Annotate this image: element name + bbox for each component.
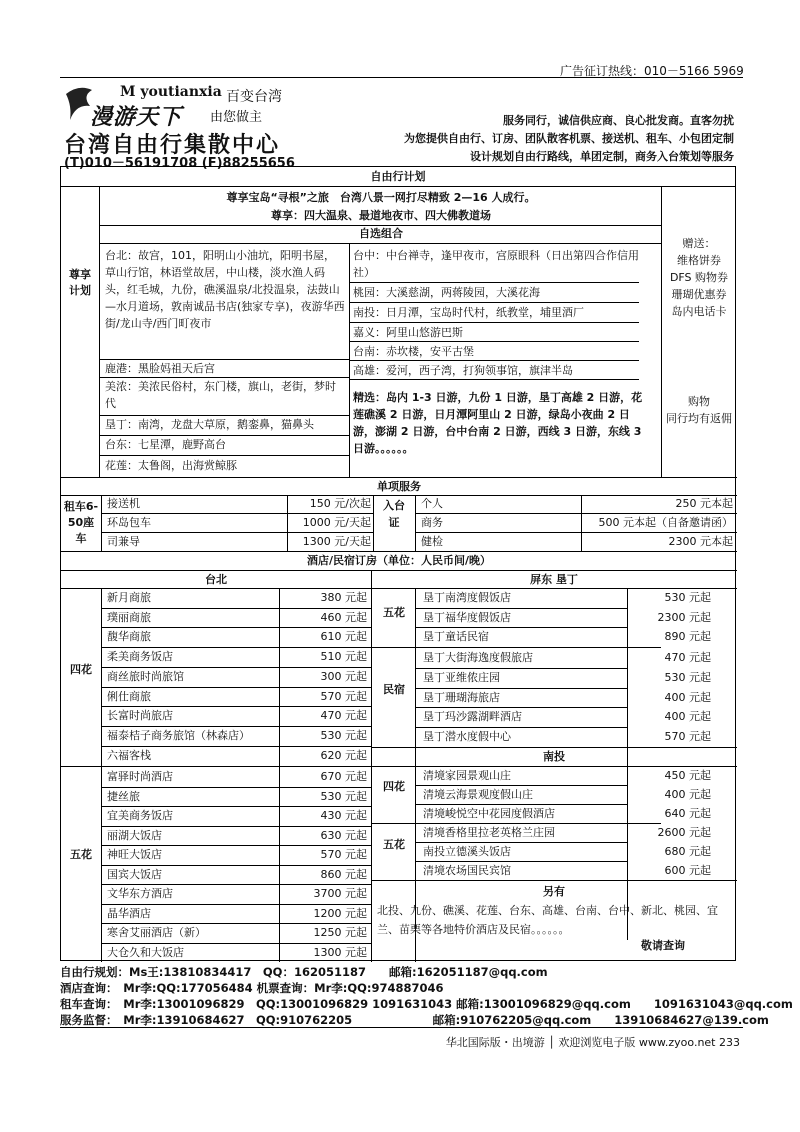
visa-business-price: 500 元本起（自备邀请函） [598, 516, 733, 529]
itinerary-chiayi: 嘉义：阿里山悠游巴斯 [353, 326, 463, 339]
visa-label: 入台证 [383, 499, 405, 529]
other-hotels-query: 敬请查询 [641, 939, 685, 952]
rent-round-island: 环岛包车 [107, 516, 151, 529]
pd5-hotel-price: 890 元起 [664, 630, 711, 644]
nt5-hotel-name: 南投立德溪头饭店 [423, 845, 511, 858]
pd5-hotel-name: 垦丁福华度假饭店 [423, 610, 511, 624]
contact-rent: 租车查询： Mr李:13001096829 QQ:13001096829 1091631043 邮箱:13001096829@qq.com 1091631043@qq.com [60, 997, 793, 1011]
visa-personal-price: 250 元本起 [675, 497, 733, 510]
phone-fax: (T)010－56191708 (F)88255656 [64, 156, 295, 171]
itinerary-hualien: 花莲：太鲁阁，出海赏鲸豚 [105, 459, 237, 472]
brand-title: 台湾自由行集散中心 [64, 133, 281, 158]
tp4-hotel-name: 福泰桔子商务旅馆（林森店） [107, 728, 250, 742]
contact-plan: 自由行规划：Ms王:13810834417 QQ：162051187 邮箱:162051187@qq.com [60, 965, 548, 979]
tp5-hotel-name: 宜美商务饭店 [107, 809, 173, 822]
main-table [60, 166, 736, 961]
pingdong-five-star-label: 五花 [383, 606, 405, 619]
free-plan-headline: 尊享宝岛“寻根”之旅 台湾八景一网打尽精致 2—16 人成行。 [226, 191, 536, 204]
tp4-hotel-name: 长富时尚旅店 [107, 709, 173, 723]
logo-english: M youtianxia [120, 84, 222, 100]
nt5-hotel-price: 680 元起 [664, 845, 711, 858]
other-hotels-title: 另有 [543, 885, 565, 898]
tp5-hotel-name: 捷丝旅 [107, 789, 140, 803]
nt5-hotel-price: 2600 元起 [657, 826, 711, 839]
itinerary-lukang: 鹿港：黑脸妈祖天后宫 [105, 362, 215, 375]
itinerary-taipei: 台北：故宫，101，阳明山小油坑，阳明书屋，草山行馆，林语堂故居，中山楼，淡水渔人码头，红毛城，九份，礁溪温泉/北投温泉，法鼓山—水月道场，敦南诚品书店(独家专享)，夜游华西街/龙山寺/西门町夜市 [105, 249, 345, 330]
tp4-hotel-price: 610 元起 [320, 630, 367, 644]
pdb-hotel-price: 400 元起 [664, 690, 711, 704]
nt5-hotel-name: 清境香格里拉老英格兰庄园 [423, 826, 555, 839]
ad-hotline: 广告征订热线：010－5166 5969 [560, 64, 744, 78]
pdb-hotel-name: 垦丁潜水度假中心 [423, 730, 511, 744]
nantou-five-star-label: 五花 [383, 838, 405, 851]
pdb-hotel-price: 470 元起 [664, 651, 711, 664]
tp4-hotel-price: 300 元起 [320, 669, 367, 683]
taipei-five-star-label: 五花 [70, 848, 92, 861]
pingdong-bnb-label: 民宿 [383, 683, 405, 696]
itinerary-selected: 精选：岛内 1-3 日游，九份 1 日游，垦丁高雄 2 日游，花莲礁溪 2 日游，日月潭阿里山 2 日游，绿岛小夜曲 2 日游，澎湖 2 日游，台中台南 2 日游，西线 3 日游，东线 3 日游。。。。。。 [353, 391, 643, 455]
region-pingdong: 屏东 垦丁 [530, 573, 578, 586]
contact-supervise: 服务监督： Mr李:13910684627 QQ:910762205 邮箱:910762205@qq.com 13910684627@139.com [60, 1013, 769, 1027]
tp4-hotel-price: 470 元起 [320, 709, 367, 723]
slogan-2: 为您提供自由行、订房、团队散客机票、接送机、租车、小包团定制 [404, 132, 734, 145]
pdb-hotel-name: 垦丁大街海逸度假旅店 [423, 651, 533, 664]
tp5-hotel-name: 富驿时尚酒店 [107, 770, 173, 783]
tp5-hotel-price: 630 元起 [320, 828, 367, 842]
pdb-hotel-name: 垦丁玛沙露湖畔酒店 [423, 710, 522, 724]
itinerary-kenting: 垦丁：南湾，龙盘大草原，鹅銮鼻，猫鼻头 [105, 418, 314, 431]
nt4-hotel-price: 640 元起 [664, 807, 711, 820]
pdb-hotel-price: 400 元起 [664, 710, 711, 724]
itinerary-nantou: 南投：日月潭，宝岛时代村，纸教堂，埔里酒厂 [353, 306, 584, 319]
tp4-hotel-name: 璞丽商旅 [107, 610, 151, 624]
itinerary-tainan: 台南：赤坎楼，安平古堡 [353, 345, 474, 358]
tp5-hotel-price: 860 元起 [320, 867, 367, 881]
visa-health-price: 2300 元本起 [668, 535, 733, 548]
nt5-hotel-price: 600 元起 [664, 864, 711, 877]
nt4-hotel-price: 400 元起 [664, 788, 711, 801]
page-footer: 华北国际版・出境游 │ 欢迎浏览电子版 www.zyoo.net 233 [445, 1036, 740, 1049]
tp5-hotel-price: 670 元起 [320, 770, 367, 783]
hotel-title: 酒店/民宿订房（单位：人民币间/晚） [306, 554, 492, 567]
tp4-hotel-price: 620 元起 [320, 748, 367, 762]
free-plan-side-label: 尊享计划 [69, 268, 91, 297]
tp5-hotel-price: 3700 元起 [313, 887, 367, 900]
itinerary-meinong: 美浓：美浓民俗村，东门楼，旗山，老街，梦时代 [105, 380, 336, 410]
region-nantou: 南投 [543, 750, 565, 763]
bottom-divider [60, 1027, 743, 1028]
tp5-hotel-name: 寒舍艾丽酒店（新） [107, 926, 206, 939]
itinerary-taoyuan: 桃园：大溪慈湖，两蒋陵园，大溪花海 [353, 286, 540, 299]
shopping-rebate: 购物 同行均有返佣 [666, 395, 732, 425]
taipei-four-star-label: 四花 [70, 663, 92, 676]
visa-business: 商务 [421, 516, 443, 529]
pd5-hotel-price: 2300 元起 [657, 610, 711, 624]
gifts-list: 赠送： 维格饼券 DFS 购物券 珊瑚优惠券 岛内电话卡 [669, 237, 729, 318]
tp5-hotel-name: 国宾大饭店 [107, 867, 162, 881]
pd5-hotel-price: 530 元起 [664, 591, 711, 604]
rent-round-island-price: 1000 元/天起 [302, 516, 371, 529]
free-plan-title: 自由行计划 [61, 167, 735, 187]
tp4-hotel-price: 510 元起 [320, 650, 367, 664]
itinerary-taichung: 台中：中台禅寺，逢甲夜市，宫原眼科（日出第四合作信用社） [353, 249, 639, 279]
tp4-hotel-name: 新月商旅 [107, 591, 151, 604]
tp5-hotel-price: 1300 元起 [313, 945, 367, 959]
tp4-hotel-name: 六福客栈 [107, 748, 151, 762]
tp5-hotel-name: 丽湖大饭店 [107, 828, 162, 842]
visa-health: 健检 [421, 535, 443, 548]
pd5-hotel-name: 垦丁童话民宿 [423, 630, 489, 644]
tp4-hotel-price: 380 元起 [320, 591, 367, 604]
logo-tagline-2: 由您做主 [210, 110, 263, 125]
nt4-hotel-name: 清境家园景观山庄 [423, 769, 511, 782]
tp5-hotel-price: 1200 元起 [313, 906, 367, 920]
tp5-hotel-name: 神旺大饭店 [107, 848, 162, 861]
tp5-hotel-price: 430 元起 [320, 809, 367, 822]
single-service-title: 单项服务 [377, 480, 421, 493]
free-plan-subhead: 尊享：四大温泉、最道地夜市、四大佛教道场 [271, 209, 491, 222]
tp5-hotel-price: 530 元起 [320, 789, 367, 803]
tp4-hotel-price: 460 元起 [320, 610, 367, 624]
tp4-hotel-price: 530 元起 [320, 728, 367, 742]
tp5-hotel-name: 晶华酒店 [107, 906, 151, 920]
nt5-hotel-name: 清境农场国民宾馆 [423, 864, 511, 877]
tp4-hotel-name: 馥华商旅 [107, 630, 151, 644]
tp5-hotel-name: 文华东方酒店 [107, 887, 173, 900]
rent-car-label: 租车6-50座车 [63, 500, 99, 545]
pdb-hotel-name: 垦丁亚维侬庄园 [423, 670, 500, 684]
pdb-hotel-name: 垦丁珊瑚海旅店 [423, 690, 500, 704]
pdb-hotel-price: 570 元起 [664, 730, 711, 744]
logo-chinese: 漫游天下 [90, 105, 183, 130]
tp5-hotel-price: 1250 元起 [313, 926, 367, 939]
rent-driver-guide: 司兼导 [107, 535, 140, 548]
rent-airport: 接送机 [107, 497, 140, 510]
contact-hotel: 酒店查询： Mr李:QQ:177056484 机票查询：Mr李:QQ:974887046 [60, 981, 444, 995]
itinerary-kaohsiung: 高雄：爱河，西子湾，打狗领事馆，旗津半岛 [353, 364, 573, 377]
region-taipei: 台北 [205, 573, 227, 586]
nantou-four-star-label: 四花 [383, 780, 405, 793]
other-hotels-text: 北投、九份、礁溪、花莲、台东、高雄、台南、台中、新北、桃园、宜兰、苗栗等各地特价酒店及民宿。。。。。。 [377, 904, 718, 936]
slogan-3: 设计规划自由行路线，单团定制，商务入台策划等服务 [470, 150, 734, 163]
tp4-hotel-price: 570 元起 [320, 689, 367, 703]
pd5-hotel-name: 垦丁南湾度假饭店 [423, 591, 511, 604]
visa-personal: 个人 [421, 497, 443, 510]
itinerary-taitung: 台东：七星潭，鹿野高台 [105, 438, 226, 451]
tp4-hotel-name: 俐仕商旅 [107, 689, 151, 703]
pdb-hotel-price: 530 元起 [664, 670, 711, 684]
tp5-hotel-price: 570 元起 [320, 848, 367, 861]
top-divider [60, 77, 743, 78]
tp4-hotel-name: 商丝旅时尚旅馆 [107, 669, 184, 683]
rent-airport-price: 150 元/次起 [309, 497, 371, 510]
tp4-hotel-name: 柔美商务饭店 [107, 650, 173, 664]
nt4-hotel-name: 清境峻悦空中花园度假酒店 [423, 807, 555, 820]
nt4-hotel-name: 清境云海景观度假山庄 [423, 788, 533, 801]
nt4-hotel-price: 450 元起 [664, 769, 711, 782]
slogan-1: 服务同行，诚信供应商、良心批发商。直客勿扰 [503, 114, 734, 127]
rent-driver-guide-price: 1300 元/天起 [302, 535, 371, 548]
logo-tagline-1: 百变台湾 [226, 89, 282, 105]
combo-title: 自选组合 [359, 227, 403, 240]
tp5-hotel-name: 大仓久和大饭店 [107, 945, 184, 959]
